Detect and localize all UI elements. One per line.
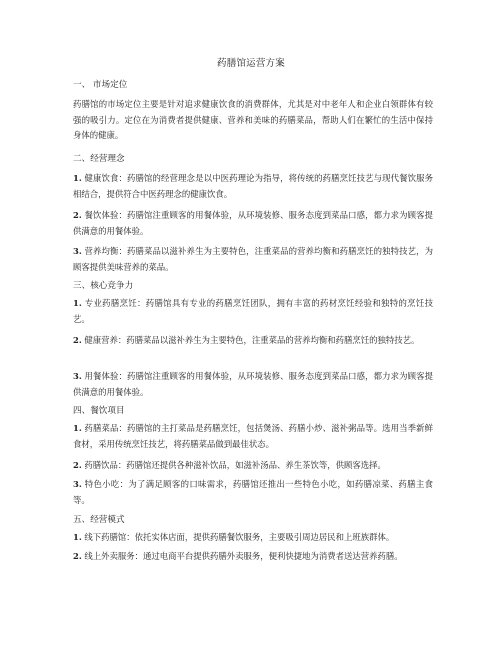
section-heading-catering-items: 四、餐饮项目	[73, 406, 125, 416]
section-heading-core-competitiveness: 三、核心竞争力	[73, 281, 134, 291]
list-number: 1.	[73, 173, 82, 183]
paragraph	[73, 208, 433, 239]
list-number: 1.	[73, 298, 82, 308]
paragraph-text: 营养均衡：药膳菜品以滋补养生为主要特色，注重菜品的营养均衡和药膳烹饪的独特技艺，为顾客提供美味营养的菜品。	[73, 246, 433, 272]
paragraph-text: 线下药膳馆：依托实体店面，提供药膳餐饮服务，主要吸引周边居民和上班族群体。	[81, 532, 395, 542]
list-number: 1.	[73, 532, 82, 542]
paragraph	[73, 421, 433, 452]
paragraph-text: 专业药膳烹饪：药膳馆具有专业的药膳烹饪团队，拥有丰富的药材烹饪经验和独特的烹饪技艺。	[73, 298, 433, 324]
paragraph	[73, 530, 433, 546]
list-number: 2.	[73, 460, 82, 470]
paragraph	[73, 333, 433, 349]
section-heading-business-philosophy: 二、经营理念	[73, 154, 125, 164]
paragraph-text: 药膳馆的市场定位主要是针对追求健康饮食的消费群体，尤其是对中老年人和企业白领群体有较强的吸引力。定位在为消费者提供健康、营养和美味的药膳菜品，帮助人们在繁忙的生活中保持身体的健康。	[73, 99, 433, 140]
paragraph	[73, 549, 433, 565]
paragraph-text: 健康饮食：药膳馆的经营理念是以中医药理论为指导，将传统的药膳烹饪技艺与现代餐饮服务相结合，提供符合中医药理念的健康饮食。	[73, 173, 433, 199]
paragraph-text: 餐饮体验：药膳馆注重顾客的用餐体验，从环境装修、服务态度到菜品口感，都力求为顾客提供满意的用餐体验。	[73, 210, 433, 236]
list-number: 2.	[73, 335, 82, 345]
document-title: 药膳馆运营方案	[217, 58, 285, 69]
paragraph-text: 用餐体验：药膳馆注重顾客的用餐体验，从环境装修、服务态度到菜品口感，都力求为顾客提供满意的用餐体验。	[73, 371, 433, 397]
paragraph	[73, 477, 433, 508]
paragraph-text: 药膳饮品：药膳馆还提供各种滋补饮品，如滋补汤品、养生茶饮等，供顾客选择。	[81, 460, 386, 470]
paragraph-text: 健康营养：药膳菜品以滋补养生为主要特色，注重菜品的营养均衡和药膳烹饪的独特技艺。	[81, 335, 420, 345]
paragraph	[73, 458, 433, 474]
paragraph-text: 线上外卖服务：通过电商平台提供药膳外卖服务，便利快捷地为消费者送达营养药膳。	[81, 551, 403, 561]
list-number: 3.	[73, 246, 82, 256]
paragraph-text: 药膳菜品：药膳馆的主打菜品是药膳烹饪，包括煲汤、药膳小炒、滋补粥品等。选用当季新鲜食材，采用传统烹饪技艺，将药膳菜品做到最佳状态。	[73, 423, 433, 449]
paragraph-text: 特色小吃：为了满足顾客的口味需求，药膳馆还推出一些特色小吃，如药膳凉菜、药膳主食等。	[73, 479, 433, 505]
list-number: 3.	[73, 371, 82, 381]
paragraph	[73, 171, 433, 202]
list-number: 2.	[73, 210, 82, 220]
paragraph	[73, 97, 433, 144]
paragraph	[73, 296, 433, 327]
paragraph	[73, 244, 433, 275]
paragraph	[73, 369, 433, 400]
section-heading-market-positioning: 一、 市场定位	[73, 80, 128, 90]
list-number: 2.	[73, 551, 82, 561]
section-heading-business-model: 五、经营模式	[73, 515, 125, 525]
list-number: 1.	[73, 423, 82, 433]
list-number: 3.	[73, 479, 82, 489]
